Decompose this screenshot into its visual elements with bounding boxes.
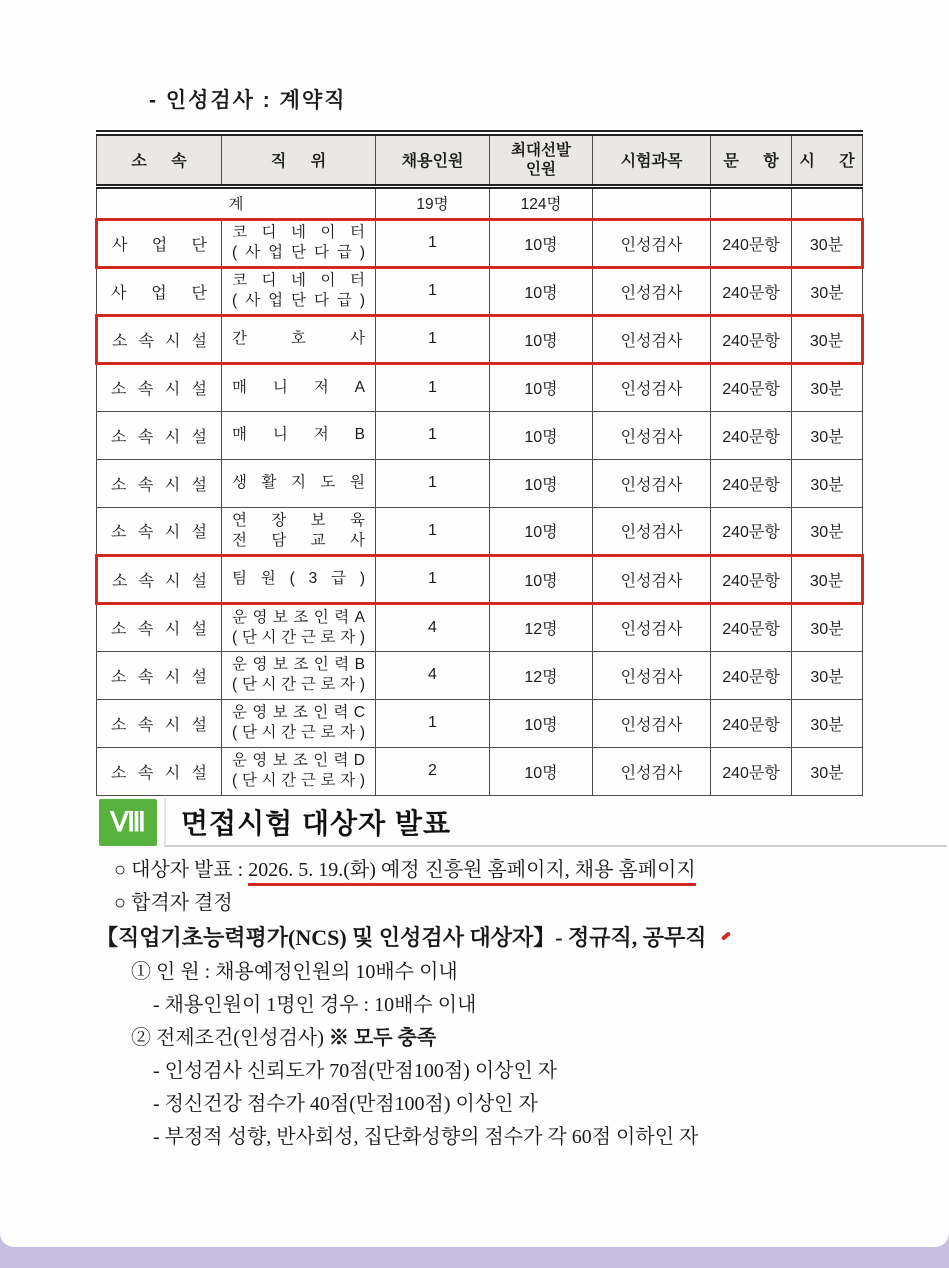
note-item1-sub: - 채용인원이 1명인 경우 : 10배수 이내 [153, 994, 477, 1016]
cell-hires: 1 [376, 699, 490, 747]
table-row [97, 219, 863, 267]
cell-subject: 인성검사 [593, 603, 711, 651]
cell-time: 30분 [792, 555, 863, 603]
cell-max: 10명 [490, 219, 593, 267]
note-item2-subs: - 인성검사 신뢰도가 70점(만점100점) 이상인 자 - 정신건강 점수가 40점(만점100점) 이상인 자 - 부정적 성향, 반사회성, 집단화성향의 점수가 각 60점 이하인 자 [153, 1060, 699, 1148]
cell-position: 운 영 보 조 인 력 B ( 단 시 간 근 로 자 ) [222, 651, 376, 699]
summary-hires: 19명 [376, 186, 490, 219]
cell-time: 30분 [792, 363, 863, 411]
table-header [97, 133, 863, 186]
cell-questions: 240문항 [711, 411, 792, 459]
cell-max: 10명 [490, 747, 593, 795]
summary-row [97, 186, 863, 219]
cell-dept: 소 속 시 설 [97, 699, 222, 747]
note-item1: ① 인 원 : 채용예정인원의 10배수 이내 [131, 961, 458, 983]
exam-table-wrap [95, 130, 861, 796]
cell-questions: 240문항 [711, 699, 792, 747]
header-subject: 시험과목 [593, 133, 711, 186]
summary-time [792, 186, 863, 219]
cell-time: 30분 [792, 411, 863, 459]
exam-table [95, 130, 864, 796]
cell-questions: 240문항 [711, 747, 792, 795]
note-item2-bold: ※ 모두 충족 [328, 1027, 437, 1049]
cell-hires: 1 [376, 267, 490, 315]
cell-questions: 240문항 [711, 651, 792, 699]
cell-hires: 1 [376, 459, 490, 507]
cell-position: 생 활 지 도 원 [222, 459, 376, 507]
cell-position: 팀 원 ( 3 급 ) [222, 555, 376, 603]
cell-time: 30분 [792, 219, 863, 267]
cell-time: 30분 [792, 651, 863, 699]
note-pass-decision: ○ 합격자 결정 [114, 892, 233, 914]
cell-dept: 소 속 시 설 [97, 603, 222, 651]
summary-questions [711, 186, 792, 219]
cell-questions: 240문항 [711, 555, 792, 603]
cell-subject: 인성검사 [593, 555, 711, 603]
cell-dept: 소 속 시 설 [97, 459, 222, 507]
cell-questions: 240문항 [711, 267, 792, 315]
table-row [97, 315, 863, 363]
cell-hires: 4 [376, 651, 490, 699]
table-row [97, 363, 863, 411]
cell-hires: 1 [376, 315, 490, 363]
cell-hires: 1 [376, 507, 490, 555]
note-bracket-text: 【직업기초능력평가(NCS) 및 인성검사 대상자】- 정규직, 공무직 [96, 925, 707, 950]
table-row [97, 411, 863, 459]
note-announce-underlined: 2026. 5. 19.(화) 예정 진흥원 홈페이지, 채용 홈페이지 [248, 859, 695, 886]
summary-subject [593, 186, 711, 219]
cell-max: 12명 [490, 651, 593, 699]
cell-subject: 인성검사 [593, 219, 711, 267]
cell-subject: 인성검사 [593, 363, 711, 411]
page-title: - 인성검사 : 계약직 [149, 89, 347, 112]
cell-subject: 인성검사 [593, 651, 711, 699]
cell-dept: 사 업 단 [97, 267, 222, 315]
cell-max: 10명 [490, 555, 593, 603]
cell-hires: 1 [376, 555, 490, 603]
cell-questions: 240문항 [711, 219, 792, 267]
table-row [97, 267, 863, 315]
cell-position: 매 니 저 A [222, 363, 376, 411]
cell-position: 운 영 보 조 인 력 C ( 단 시 간 근 로 자 ) [222, 699, 376, 747]
table-row [97, 555, 863, 603]
cell-dept: 소 속 시 설 [97, 651, 222, 699]
cell-time: 30분 [792, 459, 863, 507]
summary-label: 계 [97, 186, 376, 219]
cell-questions: 240문항 [711, 507, 792, 555]
note-announce-date [0, 854, 949, 887]
cell-time: 30분 [792, 603, 863, 651]
scan-edge-band [0, 1247, 949, 1268]
cell-dept: 소 속 시 설 [97, 747, 222, 795]
cell-max: 10명 [490, 699, 593, 747]
cell-dept: 사 업 단 [97, 219, 222, 267]
table-body [97, 186, 863, 795]
cell-max: 10명 [490, 267, 593, 315]
table-row [97, 507, 863, 555]
cell-max: 10명 [490, 363, 593, 411]
cell-subject: 인성검사 [593, 315, 711, 363]
cell-position: 코 디 네 이 터 ( 사 업 단 다 급 ) [222, 267, 376, 315]
cell-subject: 인성검사 [593, 459, 711, 507]
cell-time: 30분 [792, 507, 863, 555]
cell-position: 연 장 보 육 전 담 교 사 [222, 507, 376, 555]
cell-max: 10명 [490, 411, 593, 459]
table-row [97, 747, 863, 795]
cell-hires: 4 [376, 603, 490, 651]
table-row [97, 651, 863, 699]
notes-block [0, 854, 949, 1154]
red-check-mark [720, 931, 730, 940]
cell-hires: 2 [376, 747, 490, 795]
cell-time: 30분 [792, 747, 863, 795]
cell-time: 30분 [792, 315, 863, 363]
cell-dept: 소 속 시 설 [97, 315, 222, 363]
cell-subject: 인성검사 [593, 507, 711, 555]
note-announce-prefix: ○ 대상자 발표 : [114, 859, 249, 881]
note-item2 [0, 1022, 949, 1055]
cell-questions: 240문항 [711, 603, 792, 651]
cell-dept: 소 속 시 설 [97, 363, 222, 411]
cell-position: 간 호 사 [222, 315, 376, 363]
table-row [97, 603, 863, 651]
table-row [97, 459, 863, 507]
header-hires: 채용인원 [376, 133, 490, 186]
cell-dept: 소 속 시 설 [97, 555, 222, 603]
cell-dept: 소 속 시 설 [97, 507, 222, 555]
cell-subject: 인성검사 [593, 267, 711, 315]
cell-hires: 1 [376, 411, 490, 459]
note-item2-prefix: ② 전제조건(인성검사) [131, 1027, 329, 1049]
cell-position: 코 디 네 이 터 ( 사 업 단 다 급 ) [222, 219, 376, 267]
cell-position: 운 영 보 조 인 력 D ( 단 시 간 근 로 자 ) [222, 747, 376, 795]
cell-subject: 인성검사 [593, 699, 711, 747]
header-time: 시 간 [792, 133, 863, 186]
cell-subject: 인성검사 [593, 747, 711, 795]
cell-hires: 1 [376, 219, 490, 267]
header-dept: 소 속 [97, 133, 222, 186]
note-bracket-heading [0, 920, 949, 956]
cell-max: 10명 [490, 315, 593, 363]
cell-position: 매 니 저 B [222, 411, 376, 459]
header-position: 직 위 [222, 133, 376, 186]
table-row [97, 699, 863, 747]
cell-questions: 240문항 [711, 315, 792, 363]
cell-questions: 240문항 [711, 363, 792, 411]
cell-subject: 인성검사 [593, 411, 711, 459]
cell-hires: 1 [376, 363, 490, 411]
section-title: 면접시험 대상자 발표 [181, 807, 451, 839]
cell-max: 10명 [490, 459, 593, 507]
summary-max: 124명 [490, 186, 593, 219]
cell-position: 운 영 보 조 인 력 A ( 단 시 간 근 로 자 ) [222, 603, 376, 651]
cell-time: 30분 [792, 267, 863, 315]
cell-max: 12명 [490, 603, 593, 651]
cell-time: 30분 [792, 699, 863, 747]
section-numeral-badge: Ⅷ [99, 799, 157, 846]
section-titlebar [164, 798, 947, 847]
cell-questions: 240문항 [711, 459, 792, 507]
header-questions: 문 항 [711, 133, 792, 186]
cell-dept: 소 속 시 설 [97, 411, 222, 459]
cell-max: 10명 [490, 507, 593, 555]
header-max: 최대선발 인원 [490, 133, 593, 186]
